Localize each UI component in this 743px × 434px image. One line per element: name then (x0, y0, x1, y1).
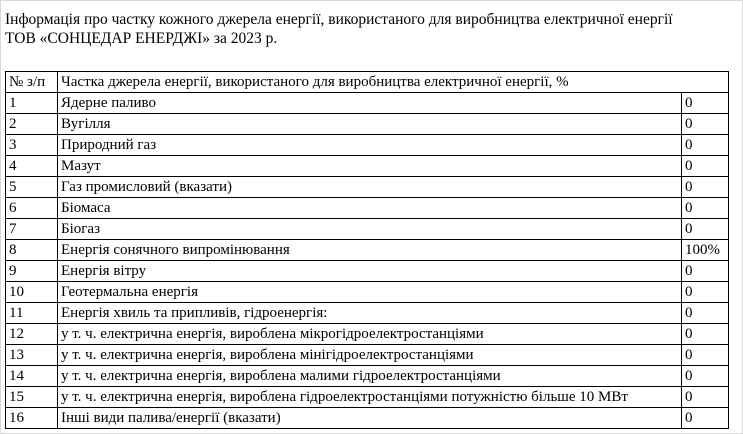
row-number: 4 (6, 156, 58, 177)
table-row (6, 135, 729, 156)
row-share: 0 (682, 387, 729, 408)
row-source: Енергія хвиль та припливів, гідроенергія: (58, 303, 682, 324)
heading-line-2: ТОВ «СОНЦЕДАР ЕНЕРДЖІ» за 2023 р. (5, 30, 278, 47)
row-share: 0 (682, 345, 729, 366)
row-source: Біомаса (58, 198, 682, 219)
table-row (6, 387, 729, 408)
row-number: 5 (6, 177, 58, 198)
row-source: Енергія сонячного випромінювання (58, 240, 682, 261)
row-share: 0 (682, 135, 729, 156)
row-source: Ядерне паливо (58, 93, 682, 114)
table-row (6, 240, 729, 261)
row-number: 6 (6, 198, 58, 219)
row-number: 12 (6, 324, 58, 345)
row-number: 1 (6, 93, 58, 114)
row-share: 0 (682, 114, 729, 135)
table-row (6, 261, 729, 282)
row-share: 0 (682, 156, 729, 177)
row-share: 0 (682, 219, 729, 240)
row-source: у т. ч. електрична енергія, вироблена мікрогідроелектростанціями (58, 324, 682, 345)
table-row (6, 324, 729, 345)
row-share: 0 (682, 366, 729, 387)
row-number: 3 (6, 135, 58, 156)
row-share: 0 (682, 408, 729, 429)
row-source: Інші види палива/енергії (вказати) (58, 408, 682, 429)
row-source: у т. ч. електрична енергія, вироблена мінігідроелектростанціями (58, 345, 682, 366)
table-row (6, 198, 729, 219)
heading-line-1: Інформація про частку кожного джерела енергії, використаного для виробництва електричної енергії (5, 11, 673, 28)
energy-source-table (5, 71, 729, 429)
row-source: Енергія вітру (58, 261, 682, 282)
table-row (6, 177, 729, 198)
row-number: 14 (6, 366, 58, 387)
row-share: 100% (682, 240, 729, 261)
row-share: 0 (682, 198, 729, 219)
row-share: 0 (682, 93, 729, 114)
row-number: 8 (6, 240, 58, 261)
row-number: 2 (6, 114, 58, 135)
table-header-row (6, 72, 729, 93)
table-row (6, 303, 729, 324)
row-number: 15 (6, 387, 58, 408)
row-number: 13 (6, 345, 58, 366)
row-source: Біогаз (58, 219, 682, 240)
row-share: 0 (682, 324, 729, 345)
row-share: 0 (682, 303, 729, 324)
row-source: Мазут (58, 156, 682, 177)
row-number: 16 (6, 408, 58, 429)
row-number: 11 (6, 303, 58, 324)
row-share: 0 (682, 261, 729, 282)
row-number: 9 (6, 261, 58, 282)
header-source: Частка джерела енергії, використаного для виробництва електричної енергії, % (58, 72, 729, 93)
row-source: у т. ч. електрична енергія, вироблена малими гідроелектростанціями (58, 366, 682, 387)
row-share: 0 (682, 177, 729, 198)
table-row (6, 93, 729, 114)
table-row (6, 345, 729, 366)
row-number: 10 (6, 282, 58, 303)
row-source: Геотермальна енергія (58, 282, 682, 303)
table-row (6, 366, 729, 387)
table-row (6, 408, 729, 429)
table-row (6, 114, 729, 135)
document-heading (5, 10, 737, 48)
row-source: у т. ч. електрична енергія, вироблена гідроелектростанціями потужністю більше 10 МВт (58, 387, 682, 408)
table-row (6, 219, 729, 240)
table-row (6, 282, 729, 303)
row-source: Вугілля (58, 114, 682, 135)
row-source: Природний газ (58, 135, 682, 156)
header-number: № з/п (6, 72, 58, 93)
table-row (6, 156, 729, 177)
row-share: 0 (682, 282, 729, 303)
row-source: Газ промисловий (вказати) (58, 177, 682, 198)
row-number: 7 (6, 219, 58, 240)
